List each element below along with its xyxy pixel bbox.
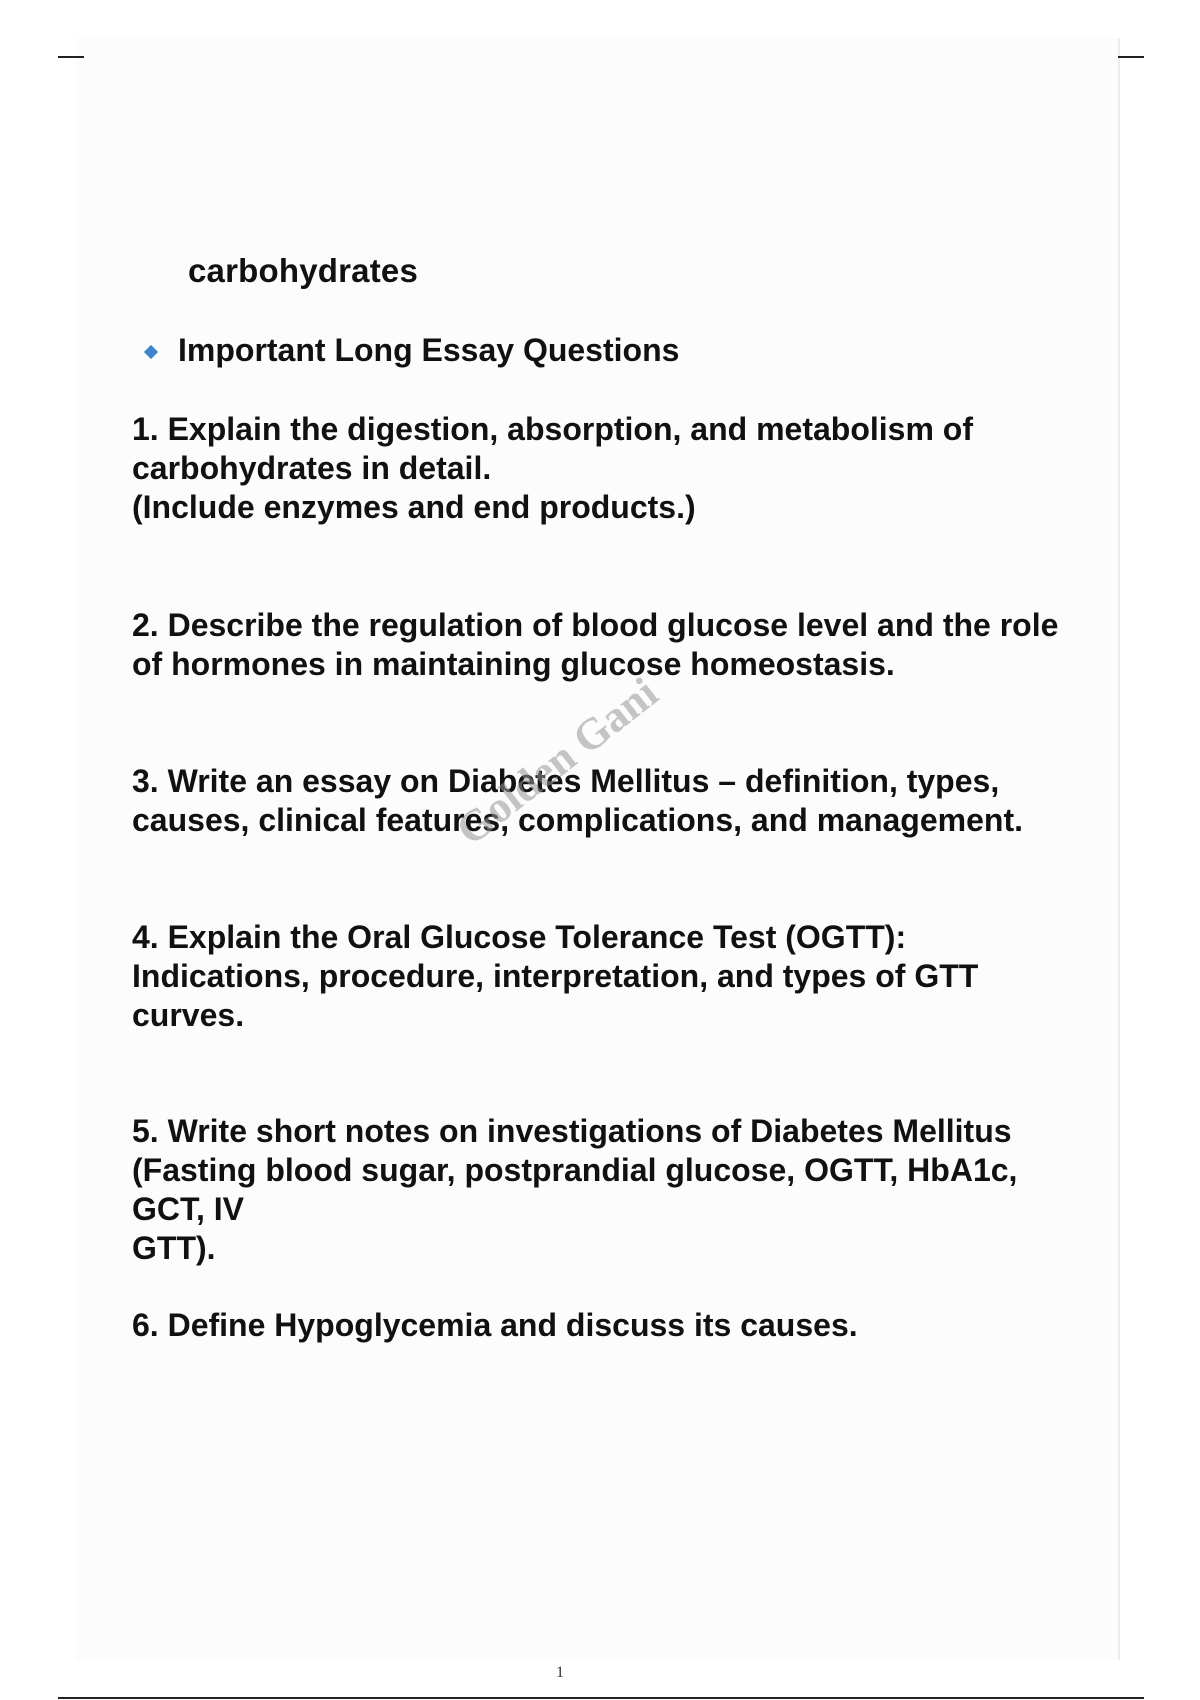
question-1 xyxy=(132,410,1092,527)
question-4 xyxy=(132,918,1092,1035)
question-line: of hormones in maintaining glucose homeostasis. xyxy=(132,646,895,682)
bottom-rule xyxy=(58,1697,1144,1699)
diamond-bullet-icon xyxy=(144,344,158,358)
watermark: Golden Gani xyxy=(446,667,667,855)
subheading-text: Important Long Essay Questions xyxy=(178,332,680,368)
crop-mark-right xyxy=(1118,56,1144,58)
question-line: Indications, procedure, interpretation, and types of GTT xyxy=(132,958,979,994)
question-2 xyxy=(132,606,1092,684)
question-5 xyxy=(132,1112,1092,1268)
question-3 xyxy=(132,762,1092,840)
question-line: 6. Define Hypoglycemia and discuss its causes. xyxy=(132,1307,858,1343)
question-line: 3. Write an essay on Diabetes Mellitus – definition, types, xyxy=(132,763,1000,799)
question-line: causes, clinical features, complications, and management. xyxy=(132,802,1023,838)
question-line: 2. Describe the regulation of blood glucose level and the role xyxy=(132,607,1059,643)
question-line: 4. Explain the Oral Glucose Tolerance Test (OGTT): xyxy=(132,919,907,955)
page-number: 1 xyxy=(556,1664,564,1681)
question-line: (Include enzymes and end products.) xyxy=(132,489,696,525)
question-line: (Fasting blood sugar, postprandial glucose, OGTT, HbA1c, GCT, IV xyxy=(132,1152,1018,1227)
subheading xyxy=(146,332,679,369)
document-title: carbohydrates xyxy=(188,252,419,289)
crop-mark-left xyxy=(58,56,84,58)
question-6 xyxy=(132,1306,1092,1345)
question-line: curves. xyxy=(132,997,245,1033)
question-line: 1. Explain the digestion, absorption, and metabolism of xyxy=(132,411,973,447)
question-line: 5. Write short notes on investigations of Diabetes Mellitus xyxy=(132,1113,1012,1149)
question-line: carbohydrates in detail. xyxy=(132,450,492,486)
question-line: GTT). xyxy=(132,1230,216,1266)
